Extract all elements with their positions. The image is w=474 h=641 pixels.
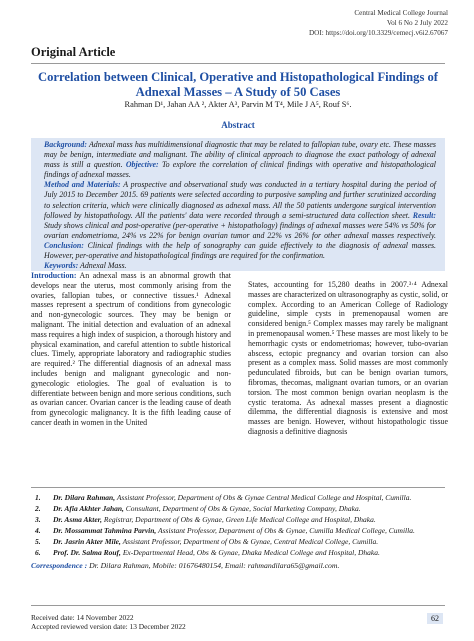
methods-label: Method and Materials:	[44, 180, 121, 190]
journal-doi[interactable]: DOI: https://doi.org/10.3329/cemecj.v6i2.67067	[308, 29, 448, 37]
correspondence-text[interactable]: Dr. Dilara Rahman, Mobile: 01676480154, Email: rahmandilara65@gmail.com.	[87, 561, 340, 570]
accepted-date: Accepted reviewed version date: 13 December 2022	[31, 622, 186, 631]
result-text: Study shows clinical and post-operative (per-operative + histopathology) findings of adnexal masses were 54% vs 50% for ovarian endometrioma, 24% vs 22% for benign ovarian tumor and 22% vs 26% for other adnexal masses respectively.	[44, 220, 436, 240]
result-label: Result:	[412, 210, 436, 220]
affiliation-item: 1. Dr. Dilara Rahman, Assistant Professor, Department of Obs & Gynae Central Medical College and Hospital, Cumilla.	[35, 493, 412, 502]
conclusion-text: Clinical findings with the help of sonography can guide effectively to the diagnosis of adnexal masses. However, per-operative and histopathological findings are required for the confirmation.	[44, 240, 436, 261]
body-column-right	[248, 280, 448, 437]
correspondence	[31, 561, 445, 570]
keywords-box	[31, 260, 445, 271]
affiliation-item: 5. Dr. Jasrin Akter Mile, Assistant Professor, Department of Obs & Gynae, Central Medical College, Cumilla.	[35, 537, 379, 546]
correspondence-label: Correspondence :	[31, 561, 88, 570]
keywords-text: Adnexal Mass.	[78, 261, 127, 270]
journal-info	[248, 8, 448, 38]
abstract-box	[31, 138, 445, 266]
objective-text: To explore the correlation of clinical findings with operative and histopathological findings of adnexal masses.	[44, 160, 436, 180]
affiliation-divider	[31, 487, 445, 488]
affiliation-item: 6. Prof. Dr. Salma Rouf, Ex-Departmental Head, Obs & Gynae, Dhaka Medical College and Hospital, Dhaka.	[35, 548, 380, 557]
introduction-text-left: An adnexal mass is an abnormal growth that develops near the uterus, most commonly arising from the ovaries, fallopian tubes, or connective tissues.¹ Adnexal masses represent a spectrum of conditions from gynecologic and non-gynecologic sources. They may be benign or malignant. The initial detection and evaluation of an adnexal mass requires a high index of suspicion, a thorough history and physical examination, and careful attention to subtle historical clues. Timely, appropriate laboratory and radiographic studies are required.² The differential diagnosis of an adnexal mass includes benign and malignant gynecologic and non-gynecologic etiologies. The goal of evaluation is to differentiate between benign and more serious conditions, such as ovarian cancer. Ovarian cancer is the leading cause of death from gynecologic malignancy. It is the fifth leading cause of cancer death in women in the United	[31, 271, 231, 427]
conclusion-label: Conclusion:	[44, 240, 84, 250]
methods-text: A prospective and observational study was conducted in a tertiary hospital during the period of July 2015 to December 2015. 69 patients were selected according to purposive sampling and further scrutinized according to selection criteria, which were clinically diagnosed as adnexal mass. All the 50 patients undergone surgical intervention followed by histopathology. All the patients' data were recorded through a semi-structured data collection sheet.	[44, 180, 436, 220]
journal-name: Central Medical College Journal	[354, 9, 448, 17]
introduction-text-right: States, accounting for 15,280 deaths in 2007.³·⁴ Adnexal masses are characterized on ultrasonography as cystic, solid, or complex. According to an American College of Radiology guideline, simple cysts in premenopausal women are considered benign.⁵ Complex masses may rarely be malignant in premenopausal women.⁵ These masses are most likely to be hemorrhagic cysts or endometriomas; however, tubo-ovarian abscess, ectopic pregnancy and ovarian torsion can also present as a complex mass. Solid masses are most commonly pedunculated fibroids, but can be benign ovarian tumors, fibromas, thecomas, malignant ovarian tumors, or an ovarian torsion. The most common benign ovarian neoplasm is the cystic teratoma. As adnexal masses present a diagnostic dilemma, the differential diagnosis is extensive and most masses are benign. However, without histopathologic tissue diagnosis a definitive diagnosis	[248, 280, 448, 436]
background-label: Background:	[44, 140, 87, 149]
keywords-label: Keywords:	[44, 261, 79, 270]
header-divider	[31, 63, 445, 64]
affiliation-item: 4. Dr. Mossammat Tahmina Parvin, Assistant Professor, Department of Obs & Gynae, Cumilla Medical College, Cumilla.	[35, 526, 415, 535]
affiliation-item: 3. Dr. Asma Akter, Registrar, Department of Obs & Gynae, Green Life Medical College and Hospital, Dhaka.	[35, 515, 376, 524]
paper-title: Correlation between Clinical, Operative and Histopathological Findings of Adnexal Masses – A Study of 50 Cases	[38, 70, 438, 99]
affiliation-item: 2. Dr. Afia Akhter Jahan, Consultant, Department of Obs & Gynae, Social Marketing Company, Dhaka.	[35, 504, 361, 513]
affiliation-list	[31, 492, 445, 558]
body-column-left	[31, 271, 231, 428]
introduction-label: Introduction:	[31, 271, 77, 280]
footer-divider	[31, 605, 445, 606]
journal-volume: Vol 6 No 2 July 2022	[386, 19, 448, 27]
article-type: Original Article	[31, 45, 116, 59]
background-text: Adnexal mass has multidimensional diagnostic that may be related to fallopian tube, ovary etc. These masses may be benign, intermediate and malignant. The ability of clinical approach to diagnose the exact pathology of adnexal mass is still a question.	[44, 140, 436, 170]
objective-label: Objective:	[125, 160, 159, 170]
received-date: Received date: 14 November 2022	[31, 613, 134, 622]
author-list: Rahman D¹, Jahan AA ², Akter A³, Parvin M T⁴, Mile J A⁵, Rouf S⁶.	[124, 100, 352, 109]
abstract-heading: Abstract	[221, 120, 255, 130]
page-number: 62	[427, 613, 443, 624]
footer-dates	[31, 613, 186, 631]
